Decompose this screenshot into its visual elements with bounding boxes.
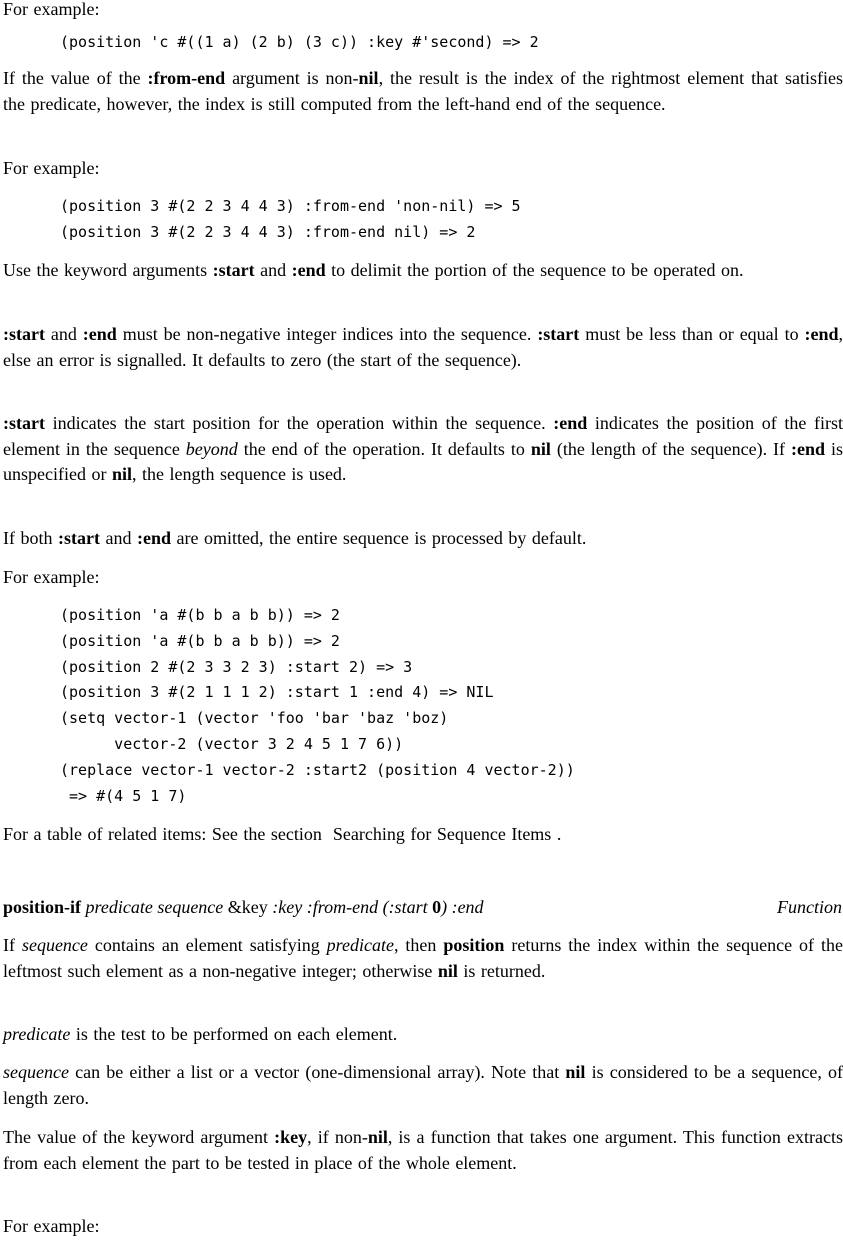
code-line: => #(4 5 1 7)	[60, 786, 187, 805]
code-line: vector-2 (vector 3 2 4 5 1 7 6))	[60, 734, 404, 753]
for-example-label: For example:	[3, 158, 100, 178]
code-line: (position 2 #(2 3 3 2 3) :start 2) => 3	[60, 657, 413, 676]
related-items-text: For a table of related items: See the section Searching for Sequence Items .	[3, 824, 562, 844]
code-line: (replace vector-1 vector-2 :start2 (position 4 vector-2))	[60, 760, 575, 779]
code-line: (position 3 #(2 2 3 4 4 3) :from-end 'non-nil) => 5	[60, 197, 521, 215]
code-line: (position 'a #(b b a b b)) => 2	[60, 606, 340, 624]
function-header-position-if: position-if predicate sequence &key :key :from-end (:start 0) :end Function	[3, 895, 843, 920]
start-end-paragraph-4: If both :start and :end are omitted, the entire sequence is processed by default.	[3, 528, 587, 548]
for-example-label: For example:	[3, 0, 100, 19]
code-line: (setq vector-1 (vector 'foo 'bar 'baz 'boz)	[60, 709, 449, 728]
code-line: (position 'a #(b b a b b)) => 2	[60, 631, 340, 650]
code-line: (position 3 #(2 2 3 4 4 3) :from-end nil) => 2	[60, 222, 476, 241]
position-if-paragraph-4: The value of the keyword argument :key, if non-nil, is a function that takes one argument. This function extracts from each element the part to be tested in place of the whole element.	[3, 1127, 843, 1173]
function-category: Function	[777, 897, 842, 917]
from-end-paragraph: If the value of the :from-end argument is non-nil, the result is the index of the rightmost element that satisfies the predicate, however, the index is still computed from the left-hand end of the sequence.	[3, 68, 843, 114]
code-line: (position 3 #(2 1 1 1 2) :start 1 :end 4) => NIL	[60, 683, 494, 702]
start-end-paragraph-3: :start indicates the start position for the operation within the sequence. :end indicates the position of the first element in the sequence beyond the end of the operation. It defaults to nil (the length of the sequence). If :end is unspecified or nil, the length sequence is used.	[3, 413, 843, 484]
code-example-key: (position 'c #((1 a) (2 b) (3 c)) :key #'second) => 2	[60, 33, 539, 51]
position-if-paragraph-3: sequence can be either a list or a vector (one-dimensional array). Note that nil is considered to be a sequence, of length zero.	[3, 1062, 843, 1108]
start-end-paragraph-2: :start and :end must be non-negative integer indices into the sequence. :start must be less than or equal to :end, else an error is signalled. It defaults to zero (the start of the sequence).	[3, 324, 843, 370]
for-example-label: For example:	[3, 1216, 100, 1236]
function-name: position-if	[3, 897, 82, 917]
keyword-from-end: :from-end	[147, 68, 226, 88]
code-example-start-end	[60, 603, 575, 809]
start-end-paragraph-1: Use the keyword arguments :start and :end to delimit the portion of the sequence to be operated on.	[3, 260, 744, 280]
position-if-paragraph-2: predicate is the test to be performed on each element.	[3, 1024, 398, 1044]
for-example-label: For example:	[3, 567, 100, 587]
keyword-nil: nil	[358, 68, 379, 88]
position-if-paragraph-1: If sequence contains an element satisfying predicate, then position returns the index within the sequence of the leftmost such element as a non-negative integer; otherwise nil is returned.	[3, 935, 843, 981]
code-example-from-end	[60, 194, 521, 246]
